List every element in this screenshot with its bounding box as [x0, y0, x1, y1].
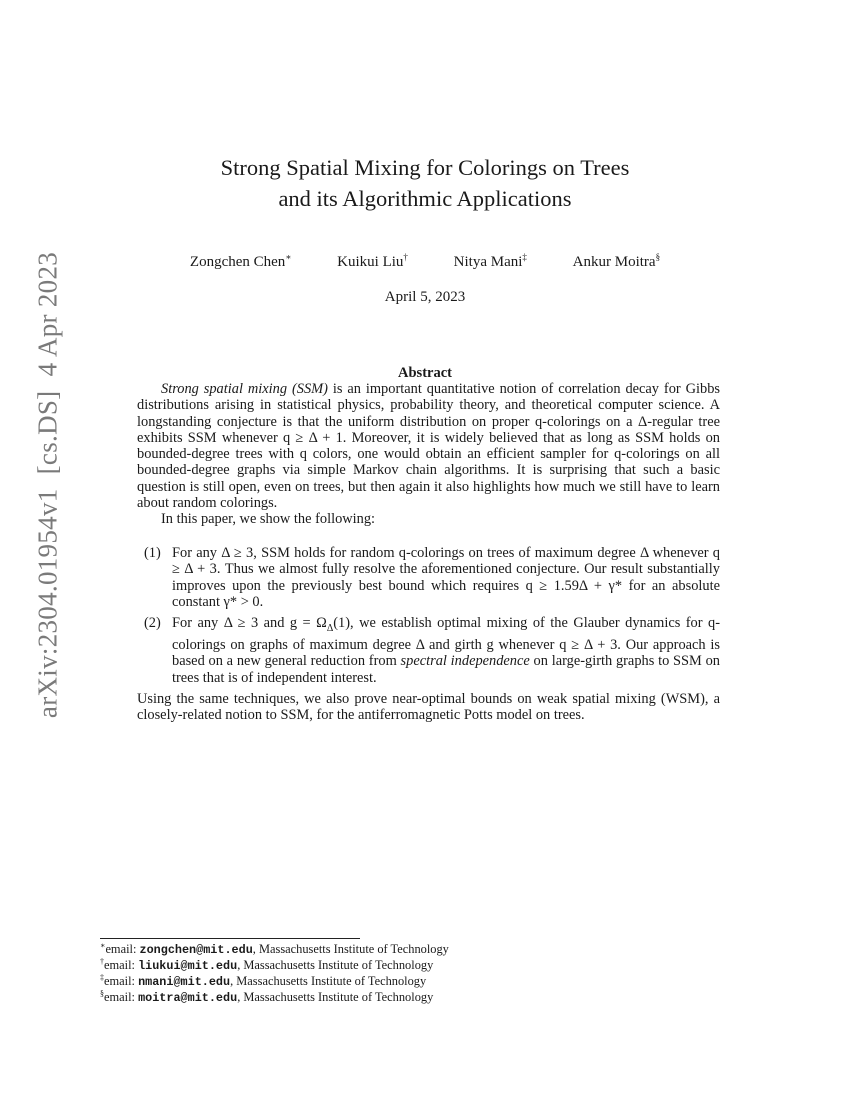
affiliation: , Massachusetts Institute of Technology: [237, 990, 434, 1004]
author-list: [0, 254, 850, 271]
title-line-1: Strong Spatial Mixing for Colorings on Trees: [220, 155, 630, 180]
item-label: (2): [144, 615, 161, 631]
arxiv-identifier: arXiv:2304.01954v1 [cs.DS] 4 Apr 2023: [32, 251, 63, 719]
footnote-mark: †: [100, 957, 104, 966]
email-link[interactable]: moitra@mit.edu: [138, 991, 238, 1005]
affiliation: , Massachusetts Institute of Technology: [230, 974, 427, 988]
footnote-rule: [100, 938, 360, 939]
footnote-prefix: email:: [104, 974, 139, 988]
footnote-mark: §: [655, 252, 661, 262]
footnote-mark: ‡: [100, 973, 104, 982]
abstract-paragraph: [137, 381, 720, 511]
author-name: Zongchen Chen: [189, 254, 286, 270]
footnote-prefix: email:: [105, 942, 140, 956]
footnote: [100, 989, 433, 1006]
author-name: Nitya Mani: [453, 254, 523, 270]
footnote: [100, 957, 433, 974]
paragraph-text: is an important quantitative notion of correlation decay for Gibbs distributions arising in statistical physics, probability theory, and theoretical computer science. A longstanding conjecture is that the uniform distribution on proper q-colorings on a Δ-regular tree exhibits SSM whenever q ≥ Δ + 1. Moreover, it is widely believed that as long as SSM holds on bounded-degree trees with q colors, one would obtain an efficient sampler for q-colorings on all bounded-degree graphs via simple Markov chain algorithms. It is surprising that such a basic question is still open, even on trees, but then again it also highlights how much we still have to learn about random colorings.: [137, 381, 720, 512]
email-link[interactable]: liukui@mit.edu: [138, 959, 238, 973]
author: [573, 254, 660, 271]
subscript: Δ: [326, 622, 334, 634]
text-segment: on large-girth graphs to SSM on trees that is of independent interest.: [172, 653, 720, 686]
result-item-2: [137, 615, 720, 686]
abstract-closing-paragraph: Using the same techniques, we also prove near-optimal bounds on weak spatial mixing (WSM), a closely-related notion to SSM, for the antiferromagnetic Potts model on trees.: [137, 691, 720, 724]
footnote-mark: §: [100, 989, 104, 998]
paper-date: April 5, 2023: [384, 289, 466, 305]
affiliation: , Massachusetts Institute of Technology: [237, 958, 434, 972]
abstract-heading: Abstract: [398, 365, 452, 381]
author: [190, 254, 292, 271]
footnote: [100, 973, 426, 990]
footnote-prefix: email:: [104, 990, 139, 1004]
author: [454, 254, 527, 271]
author-name: Ankur Moitra: [572, 254, 656, 270]
footnote-mark: ∗: [100, 941, 106, 950]
author: [337, 254, 408, 271]
email-link[interactable]: nmani@mit.edu: [138, 975, 231, 989]
paper-title: [0, 152, 850, 214]
footnote: [100, 941, 449, 958]
footnote-mark: ∗: [285, 252, 292, 262]
footnote-mark: ‡: [522, 252, 527, 262]
text-segment: For any Δ ≥ 3 and g = Ω: [172, 615, 327, 631]
emphasis: Strong spatial mixing (SSM): [161, 381, 328, 397]
affiliation: , Massachusetts Institute of Technology: [252, 942, 449, 956]
author-name: Kuikui Liu: [337, 254, 404, 270]
footnote-prefix: email:: [104, 958, 139, 972]
item-label: (1): [144, 545, 161, 561]
item-text: [172, 615, 720, 686]
email-link[interactable]: zongchen@mit.edu: [139, 943, 253, 957]
emphasis: spectral independence: [400, 653, 530, 670]
title-line-2: and its Algorithmic Applications: [278, 186, 572, 211]
item-text: For any Δ ≥ 3, SSM holds for random q-colorings on trees of maximum degree Δ whenever q ≥ Δ + 3. Thus we almost fully resolve the aforementioned conjecture. Our result substantially improves upon the previously best bound which requires q ≥ 1.59Δ + γ* for an absolute constant γ* > 0.: [172, 545, 720, 610]
result-item-1: [137, 545, 720, 610]
footnote-mark: †: [403, 252, 408, 262]
text-segment: (1), we establish optimal mixing of the Glauber dynamics for q-colorings on graphs of maximum degree Δ and girth g whenever q ≥ Δ + 3. Our approach is based on a new general reduction from: [172, 615, 721, 670]
abstract-intro-line: In this paper, we show the following:: [161, 511, 376, 527]
